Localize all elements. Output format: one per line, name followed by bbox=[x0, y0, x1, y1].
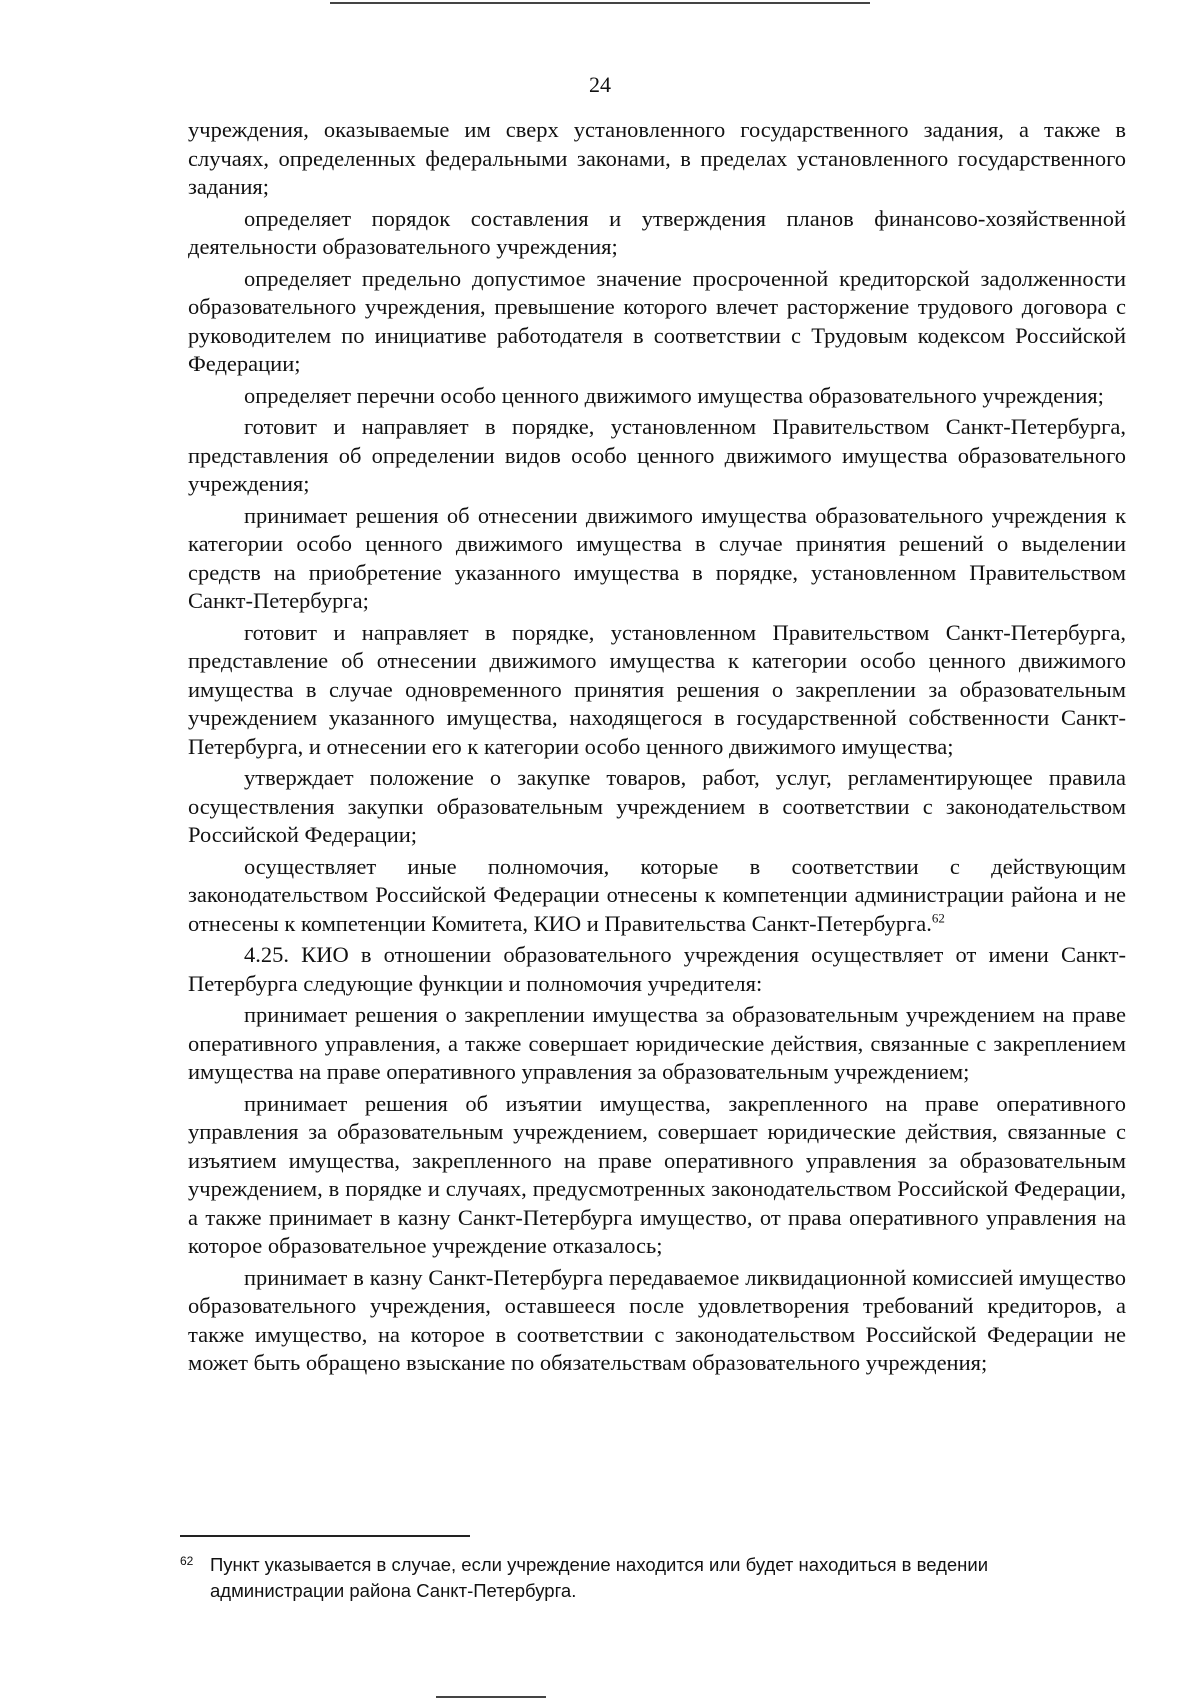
footnote bbox=[180, 1548, 1126, 1604]
paragraph-text: осуществляет иные полномочия, которые в соответствии с действующим законодательством Российской Федерации отнесены к компетенции администрации района и не отнесены к компетенции Комитета, КИО и Правительства Санкт-Петербурга. bbox=[188, 853, 1126, 936]
paragraph: готовит и направляет в порядке, установленном Правительством Санкт-Петербурга, представление об отнесении движимого имущества к категории особо ценного движимого имущества в случае одновременного принятия решения о закреплении за образовательным учреждением указанного имущества, находящегося в государственной собственности Санкт-Петербурга, и отнесении его к категории особо ценного движимого имущества; bbox=[188, 619, 1126, 759]
paragraph: утверждает положение о закупке товаров, работ, услуг, регламентирующее правила осуществления закупки образовательным учреждением в соответствии с законодательством Российской Федерации; bbox=[188, 765, 1126, 847]
paragraph: определяет перечни особо ценного движимого имущества образовательного учреждения; bbox=[244, 382, 1104, 408]
paragraph-with-footnote bbox=[188, 853, 1126, 939]
paragraph: принимает решения об отнесении движимого имущества образовательного учреждения к категории особо ценного движимого имущества в случае принятия решений о выделении средств на приобретение указанного имущества в порядке, установленном Правительством Санкт-Петербурга; bbox=[188, 502, 1126, 613]
paragraph: готовит и направляет в порядке, установленном Правительством Санкт-Петербурга, представления об определении видов особо ценного движимого имущества образовательного учреждения; bbox=[188, 414, 1126, 496]
page-number: 24 bbox=[589, 72, 611, 97]
paragraph: принимает в казну Санкт-Петербурга передаваемое ликвидационной комиссией имущество образовательного учреждения, оставшееся после удовлетворения требований кредиторов, а также имущество, на которое в соответствии с законодательством Российской Федерации не может быть обращено взыскание по обязательствам образовательного учреждения; bbox=[188, 1264, 1126, 1375]
footnote-marker: 62 bbox=[180, 1554, 194, 1568]
paragraph: определяет порядок составления и утверждения планов финансово-хозяйственной деятельности образовательного учреждения; bbox=[188, 205, 1126, 259]
footnote-separator bbox=[180, 1535, 470, 1537]
paragraph: принимает решения об изъятии имущества, закрепленного на праве оперативного управления за образовательным учреждением, совершает юридические действия, связанные с изъятием имущества, закрепленного на праве оперативного управления за образовательным учреждением, в порядке и случаях, предусмотренных законодательством Российской Федерации, а также принимает в казну Санкт-Петербурга имущество, от права оперативного управления на которое образовательное учреждение отказалось; bbox=[188, 1090, 1126, 1258]
footnote-text: Пункт указывается в случае, если учреждение находится или будет находиться в ведении администрации района Санкт-Петербурга. bbox=[210, 1554, 989, 1601]
paragraph: учреждения, оказываемые им сверх установленного государственного задания, а также в случаях, определенных федеральными законами, в пределах установленного государственного задания; bbox=[188, 117, 1126, 199]
paragraph: определяет предельно допустимое значение просроченной кредиторской задолженности образовательного учреждения, превышение которого влечет расторжение трудового договора с руководителем по инициативе работодателя в соответствии с Трудовым кодексом Российской Федерации; bbox=[188, 265, 1126, 376]
paragraph: принимает решения о закреплении имущества за образовательным учреждением на праве оперативного управления, а также совершает юридические действия, связанные с закреплением имущества на праве оперативного управления за образовательным учреждением; bbox=[188, 1002, 1126, 1084]
document-body bbox=[188, 116, 1126, 1378]
section-paragraph: 4.25. КИО в отношении образовательного учреждения осуществляет от имени Санкт-Петербурга следующие функции и полномочия учредителя: bbox=[188, 942, 1126, 996]
scan-mark-bottom bbox=[436, 1696, 546, 1698]
scan-mark-top bbox=[330, 2, 870, 4]
footnote-reference: 62 bbox=[931, 910, 945, 925]
